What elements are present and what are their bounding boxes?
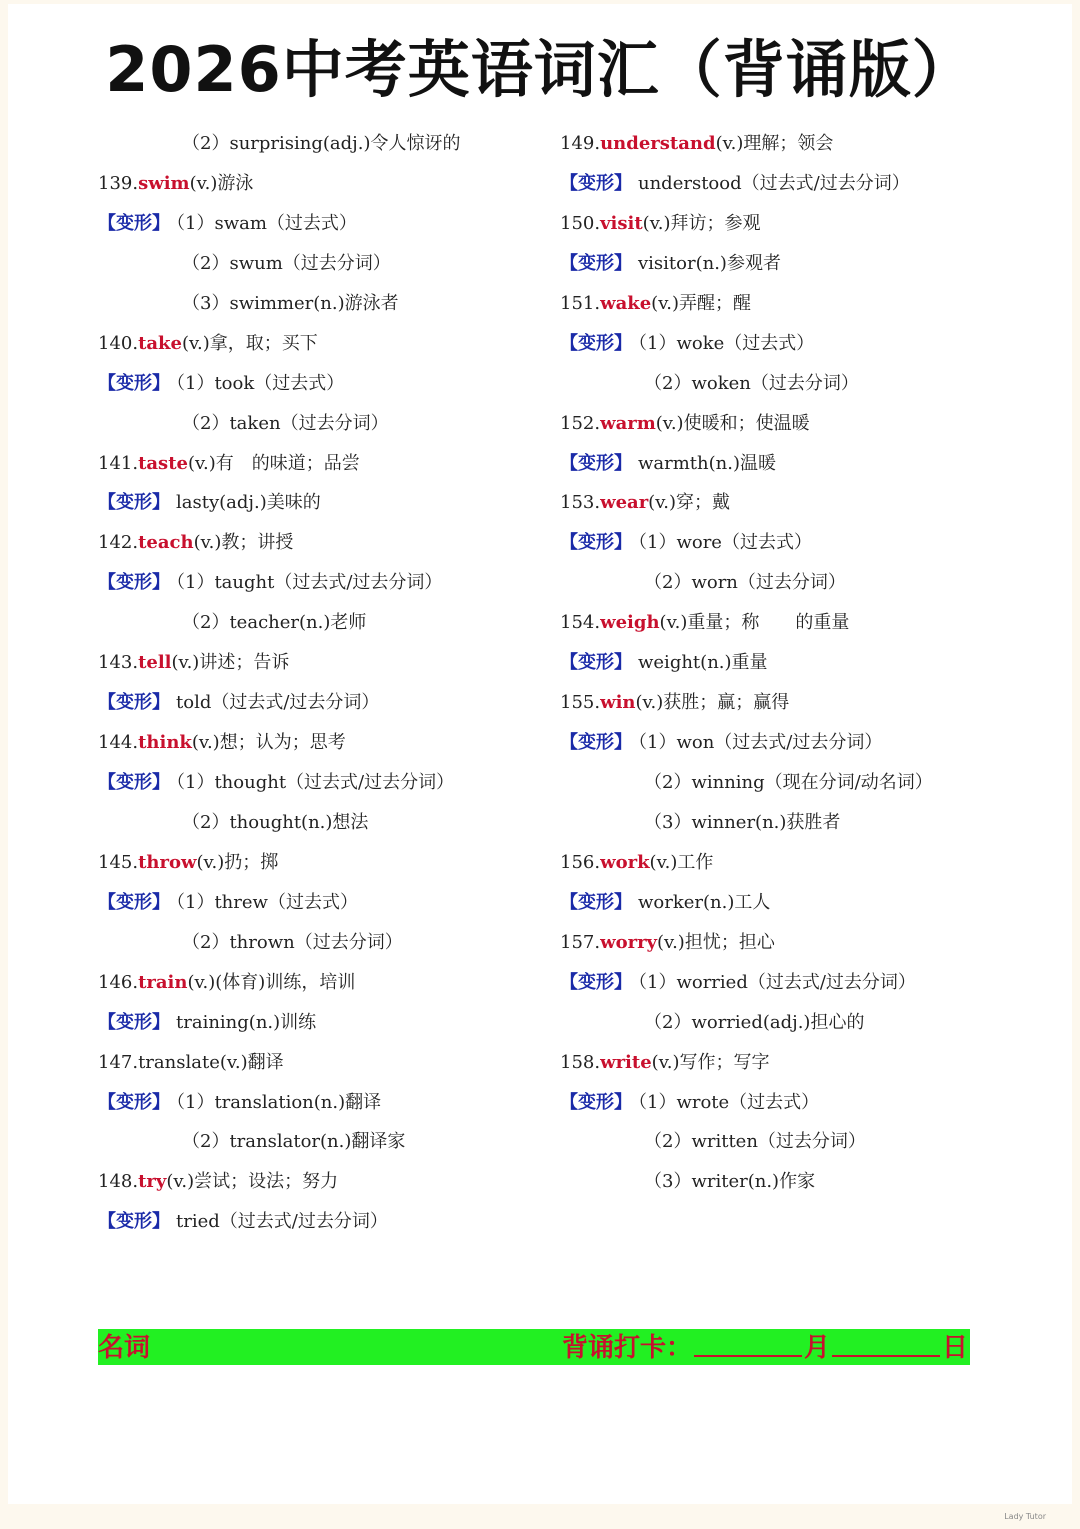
- vocab-line: [98, 1043, 558, 1083]
- variant-tag: 【变形】: [560, 252, 632, 274]
- vocab-line: [98, 523, 558, 563]
- vocab-line: [98, 483, 558, 523]
- variant-tag: 【变形】: [560, 332, 632, 354]
- headword: wear: [600, 492, 649, 514]
- headword: wake: [600, 292, 652, 314]
- vocab-line: [98, 763, 558, 803]
- variant-text: （3）winner(n.)获胜者: [644, 811, 841, 833]
- definition-text: (v.)尝试；设法；努力: [166, 1171, 339, 1193]
- variant-tag: 【变形】: [98, 1091, 170, 1113]
- entry-number: 149.: [560, 133, 601, 154]
- vocab-line: [560, 563, 1020, 603]
- definition-text: (v.)担忧；担心: [657, 931, 775, 953]
- vocab-line: [98, 923, 558, 963]
- definition-text: (v.)拜访；参观: [642, 212, 761, 234]
- entry-number: 153.: [560, 492, 601, 514]
- headword: win: [600, 692, 636, 714]
- variant-tag: 【变形】: [560, 172, 632, 194]
- definition-text: (v.)扔；掷: [196, 851, 279, 873]
- entry-number: 139.: [98, 172, 139, 194]
- entry-number: 154.: [560, 612, 601, 634]
- variant-tag: 【变形】: [98, 1211, 170, 1233]
- entry-number: 157.: [560, 931, 601, 953]
- variant-tag: 【变形】: [98, 772, 170, 793]
- vocab-line: [560, 284, 1020, 324]
- vocab-line: [98, 284, 558, 324]
- vocab-line: [560, 683, 1020, 723]
- vocab-line: [560, 803, 1020, 843]
- definition-text: （1）taught（过去式/过去分词）: [176, 572, 443, 594]
- vocab-line: [560, 164, 1020, 204]
- variant-tag: 【变形】: [560, 452, 632, 474]
- definition-text: (v.)穿；戴: [648, 492, 730, 514]
- variant-tag: 【变形】: [560, 732, 632, 754]
- vocab-line: [560, 843, 1020, 883]
- variant-tag: 【变形】: [98, 212, 170, 234]
- definition-text: (v.)(体育)训练，培训: [187, 971, 356, 993]
- entry-number: 151.: [560, 292, 601, 314]
- definition-text: (v.)游泳: [189, 172, 254, 194]
- variant-tag: 【变形】: [98, 492, 170, 514]
- variant-tag: 【变形】: [560, 1091, 632, 1113]
- definition-text: (v.)拿，取；买下: [181, 332, 318, 354]
- vocab-line: [98, 803, 558, 843]
- vocab-line: [98, 563, 558, 603]
- month-blank[interactable]: [694, 1329, 802, 1357]
- vocab-line: [98, 124, 558, 164]
- vocab-line: [98, 1083, 558, 1123]
- vocab-line: [560, 124, 1020, 164]
- headword: take: [138, 332, 182, 354]
- variant-text: （2）written（过去分词）: [644, 1131, 866, 1153]
- definition-text: told（过去式/过去分词）: [176, 692, 380, 714]
- checkin-area: [562, 1329, 968, 1367]
- vocab-line: [98, 963, 558, 1003]
- entry-number: 150.: [560, 212, 601, 234]
- vocab-line: [560, 1043, 1020, 1083]
- definition-text: (v.)使暖和；使温暖: [655, 412, 810, 434]
- definition-text: (v.)重量；称 的重量: [659, 612, 850, 634]
- entry-number: 156.: [560, 851, 601, 873]
- vocab-line: [98, 603, 558, 643]
- definition-text: (v.)有 的味道；品尝: [187, 452, 360, 474]
- definition-text: （1）thought（过去式/过去分词）: [176, 772, 455, 793]
- vocab-line: [98, 883, 558, 923]
- entry-number: 140.: [98, 332, 139, 354]
- definition-text: （1）wore（过去式）: [638, 532, 812, 554]
- entry-number: 146.: [98, 971, 139, 993]
- headword: visit: [600, 212, 643, 234]
- vocab-line: [560, 444, 1020, 484]
- vocab-line: [98, 444, 558, 484]
- day-blank[interactable]: [832, 1329, 940, 1357]
- category-label: 名词: [98, 1333, 151, 1363]
- vocab-line: [98, 324, 558, 364]
- vocab-line: [98, 843, 558, 883]
- vocab-line: [98, 1162, 558, 1202]
- vocab-line: [98, 404, 558, 444]
- vocab-line: [560, 523, 1020, 563]
- variant-text: （3）writer(n.)作家: [644, 1171, 816, 1193]
- headword: warm: [600, 412, 656, 434]
- vocab-line: [98, 1003, 558, 1043]
- vocab-line: [98, 204, 558, 244]
- headword: train: [138, 971, 188, 993]
- variant-text: （2）translator(n.)翻译家: [182, 1131, 406, 1153]
- definition-text: (v.)获胜；赢；赢得: [635, 692, 790, 714]
- entry-number: 155.: [560, 692, 601, 714]
- variant-tag: 【变形】: [560, 532, 632, 554]
- entry-number: 147.translate(v.)翻译: [98, 1051, 284, 1073]
- variant-tag: 【变形】: [98, 572, 170, 594]
- vocab-line: [560, 1083, 1020, 1123]
- definition-text: tried（过去式/过去分词）: [176, 1211, 388, 1233]
- entry-number: 158.: [560, 1051, 601, 1073]
- variant-tag: 【变形】: [98, 891, 170, 913]
- variant-tag: 【变形】: [560, 891, 632, 913]
- variant-text: （2）winning（现在分词/动名词）: [644, 772, 933, 793]
- variant-text: （2）thrown（过去分词）: [182, 931, 403, 953]
- entry-number: 148.: [98, 1171, 139, 1193]
- vocab-line: [560, 1122, 1020, 1162]
- vocab-line: [98, 1122, 558, 1162]
- headword: try: [138, 1171, 167, 1193]
- headword: understand: [600, 133, 716, 154]
- variant-text: （2）worn（过去分词）: [644, 572, 846, 594]
- vocab-line: [560, 404, 1020, 444]
- definition-text: (v.)理解；领会: [715, 133, 834, 154]
- variant-tag: 【变形】: [560, 652, 632, 674]
- vocab-line: [560, 204, 1020, 244]
- vocab-line: [560, 763, 1020, 803]
- variant-text: （3）swimmer(n.)游泳者: [182, 292, 399, 314]
- vocab-line: [560, 364, 1020, 404]
- headword: weigh: [600, 612, 660, 634]
- variant-tag: 【变形】: [98, 372, 170, 394]
- definition-text: （1）worried（过去式/过去分词）: [638, 971, 916, 993]
- headword: worry: [600, 931, 658, 953]
- vocab-column-left: [98, 124, 558, 1242]
- variant-tag: 【变形】: [560, 971, 632, 993]
- definition-text: （1）threw（过去式）: [176, 891, 358, 913]
- definition-text: (v.)写作；写字: [651, 1051, 770, 1073]
- entry-number: 145.: [98, 851, 139, 873]
- watermark: Lady Tutor: [1004, 1512, 1046, 1521]
- variant-text: （2）swum（过去分词）: [182, 252, 391, 274]
- definition-text: visitor(n.)参观者: [638, 252, 781, 274]
- entry-number: 141.: [98, 452, 139, 474]
- definition-text: worker(n.)工人: [638, 891, 771, 913]
- vocab-line: [560, 324, 1020, 364]
- headword: write: [600, 1051, 652, 1073]
- definition-text: lasty(adj.)美味的: [176, 492, 321, 514]
- variant-text: （2）worried(adj.)担心的: [644, 1011, 865, 1033]
- month-label: 月: [804, 1333, 831, 1363]
- vocab-line: [560, 963, 1020, 1003]
- vocab-line: [560, 643, 1020, 683]
- vocab-line: [560, 723, 1020, 763]
- entry-number: 142.: [98, 532, 139, 554]
- footer-bar: [98, 1329, 970, 1365]
- checkin-label: 背诵打卡：: [562, 1333, 693, 1363]
- definition-text: （1）translation(n.)翻译: [176, 1091, 382, 1113]
- vocab-line: [560, 1162, 1020, 1202]
- variant-text: （2）teacher(n.)老师: [182, 612, 367, 634]
- definition-text: (v.)工作: [649, 851, 714, 873]
- definition-text: (v.)想；认为；思考: [191, 732, 346, 754]
- headword: work: [600, 851, 650, 873]
- vocab-line: [98, 244, 558, 284]
- vocab-line: [98, 723, 558, 763]
- vocab-line: [560, 883, 1020, 923]
- variant-text: （2）surprising(adj.)令人惊讶的: [182, 133, 461, 154]
- headword: taste: [138, 452, 188, 474]
- definition-text: (v.)教；讲授: [193, 532, 294, 554]
- entry-number: 152.: [560, 412, 601, 434]
- entry-number: 143.: [98, 652, 139, 674]
- vocab-line: [560, 923, 1020, 963]
- definition-text: (v.)讲述；告诉: [171, 652, 290, 674]
- vocab-line: [98, 1202, 558, 1242]
- definition-text: （1）took（过去式）: [176, 372, 345, 394]
- headword: think: [138, 732, 192, 754]
- vocab-line: [98, 643, 558, 683]
- headword: throw: [138, 851, 197, 873]
- variant-text: （2）thought(n.)想法: [182, 811, 369, 833]
- variant-tag: 【变形】: [98, 1011, 170, 1033]
- vocab-line: [560, 1003, 1020, 1043]
- definition-text: （1）swam（过去式）: [176, 212, 357, 234]
- definition-text: understood（过去式/过去分词）: [638, 172, 910, 194]
- definition-text: training(n.)训练: [176, 1011, 317, 1033]
- headword: tell: [138, 652, 172, 674]
- vocab-line: [98, 364, 558, 404]
- definition-text: （1）wrote（过去式）: [638, 1091, 820, 1113]
- entry-number: 144.: [98, 732, 139, 754]
- variant-text: （2）taken（过去分词）: [182, 412, 389, 434]
- headword: teach: [138, 532, 194, 554]
- definition-text: （1）won（过去式/过去分词）: [638, 732, 883, 754]
- page-title: 2026中考英语词汇（背诵版）: [105, 33, 975, 106]
- vocab-line: [98, 683, 558, 723]
- definition-text: warmth(n.)温暖: [638, 452, 776, 474]
- vocab-line: [560, 483, 1020, 523]
- variant-text: （2）woken（过去分词）: [644, 372, 859, 394]
- vocab-column-right: [560, 124, 1020, 1202]
- vocab-line: [560, 603, 1020, 643]
- vocab-line: [98, 164, 558, 204]
- definition-text: （1）woke（过去式）: [638, 332, 815, 354]
- day-label: 日: [942, 1333, 969, 1363]
- vocab-line: [560, 244, 1020, 284]
- definition-text: (v.)弄醒；醒: [651, 292, 751, 314]
- variant-tag: 【变形】: [98, 692, 170, 714]
- definition-text: weight(n.)重量: [638, 652, 768, 674]
- headword: swim: [138, 172, 190, 194]
